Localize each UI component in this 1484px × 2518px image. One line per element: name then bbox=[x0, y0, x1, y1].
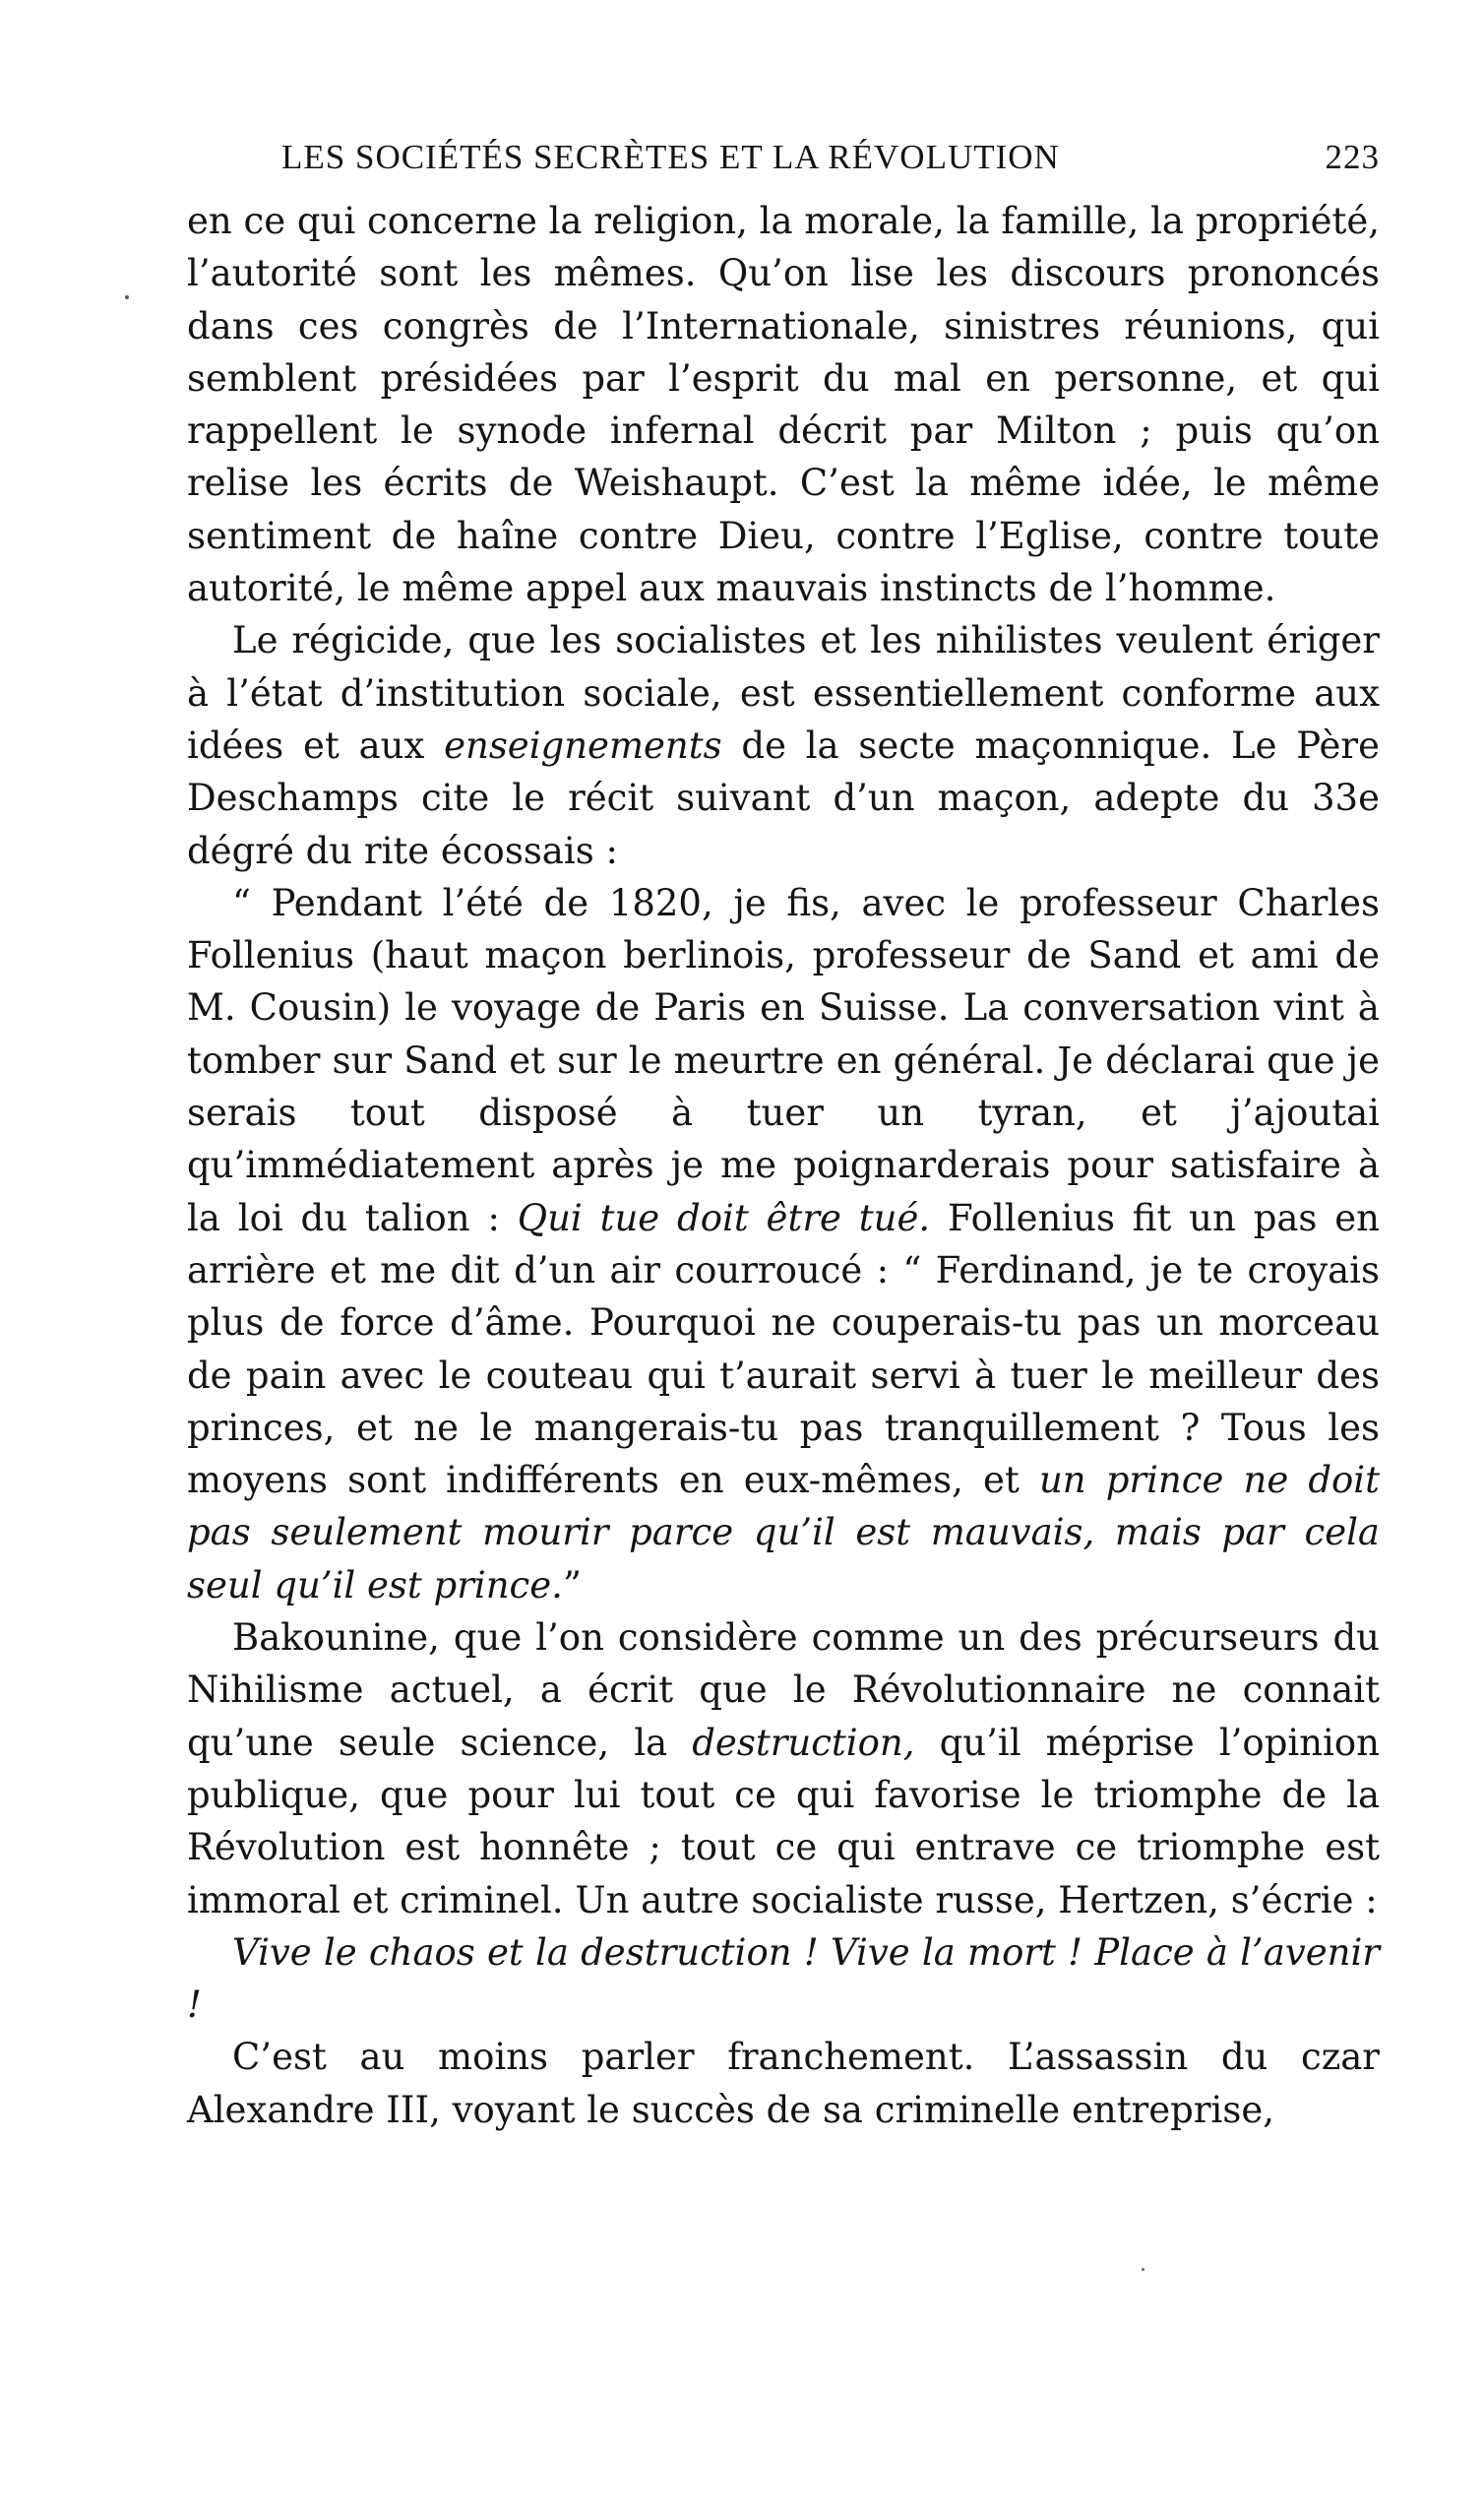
quotation-text-b: Follenius fit un pas en arrière et me dit d’un air courroucé : “ Ferdinand, je te croyais plus de force d’âme. Pourquoi ne couperais-tu pas un morceau de pain avec le couteau qui t’aurait servi à tuer le meilleur des princes, et ne le mangerais-tu pas tranquillement ? Tous les moyens sont indifférents en eux-mêmes, et bbox=[187, 1196, 1380, 1502]
paragraph-4-text-a: Bakounine, que l’on considère comme un des précurseurs du Nihilisme actuel, a écrit que le Révolutionnaire ne connait qu’une seule science, la bbox=[187, 1616, 1380, 1764]
page-speck bbox=[125, 295, 129, 299]
body-text bbox=[187, 195, 1380, 2136]
paragraph-2-text-b: de la secte maçonnique. Le Père Deschamps cite le récit suivant d’un maçon, adepte du 33e dégré du rite écossais : bbox=[187, 724, 1380, 872]
paragraph-4-italic: destruction, bbox=[692, 1721, 915, 1764]
paragraph-2-italic: enseignements bbox=[444, 724, 722, 767]
exclamation-quote: Vive le chaos et la destruction ! Vive la mort ! Place à l’avenir ! bbox=[187, 1930, 1380, 2027]
quotation-italic-1: Qui tue doit être tué. bbox=[517, 1196, 931, 1239]
paragraph-2 bbox=[187, 614, 1380, 876]
paragraph-4 bbox=[187, 1611, 1380, 1926]
paragraph-1: en ce qui concerne la religion, la morale, la famille, la propriété, l’autorité sont les mêmes. Qu’on lise les discours prononcés dans ces congrès de l’Internationale, sinistres réunions, qui semblent présidées par l’esprit du mal en personne, et qui rappellent le synode infernal décrit par Milton ; puis qu’on relise les écrits de Weishaupt. C’est la même idée, le même sentiment de haîne contre Dieu, contre l’Eglise, contre toute autorité, le même appel aux mauvais instincts de l’homme. bbox=[187, 200, 1381, 610]
quotation-paragraph bbox=[187, 877, 1380, 1611]
running-header-title: LES SOCIÉTÉS SECRÈTES ET LA RÉVOLUTION bbox=[281, 138, 1060, 176]
paragraph-2-text-a: Le régicide, que les socialistes et les nihilistes veulent ériger à l’état d’institution sociale, est essentiellement conforme aux idées et aux bbox=[187, 619, 1380, 767]
quotation-close-mark: ” bbox=[562, 1563, 582, 1606]
quotation-text-a: “ Pendant l’été de 1820, je fis, avec le professeur Charles Follenius (haut maçon berlinois, professeur de Sand et ami de M. Cousin) le voyage de Paris en Suisse. La conversation vint à tomber sur Sand et sur le meurtre en général. Je déclarai que je serais tout disposé à tuer un tyran, et j’ajoutai qu’immédiatement après je me poignarderais pour satisfaire à la loi du talion : bbox=[187, 881, 1380, 1239]
paragraph-6: C’est au moins parler franchement. L’assassin du czar Alexandre III, voyant le succès de sa criminelle entreprise, bbox=[187, 2036, 1380, 2131]
paragraph-4-text-b: qu’il méprise l’opinion publique, que pour lui tout ce qui favorise le triomphe de la Révolution est honnête ; tout ce qui entrave ce triomphe est immoral et criminel. Un autre socialiste russe, Hertzen, s’écrie : bbox=[187, 1721, 1380, 1921]
running-header bbox=[187, 138, 1380, 195]
book-page bbox=[187, 138, 1380, 2136]
page-speck bbox=[1142, 2268, 1144, 2271]
quotation-italic-2: un prince ne doit pas seulement mourir parce qu’il est mauvais, mais par cela seul qu’il est prince. bbox=[187, 1459, 1380, 1606]
page-number: 223 bbox=[1325, 138, 1380, 176]
